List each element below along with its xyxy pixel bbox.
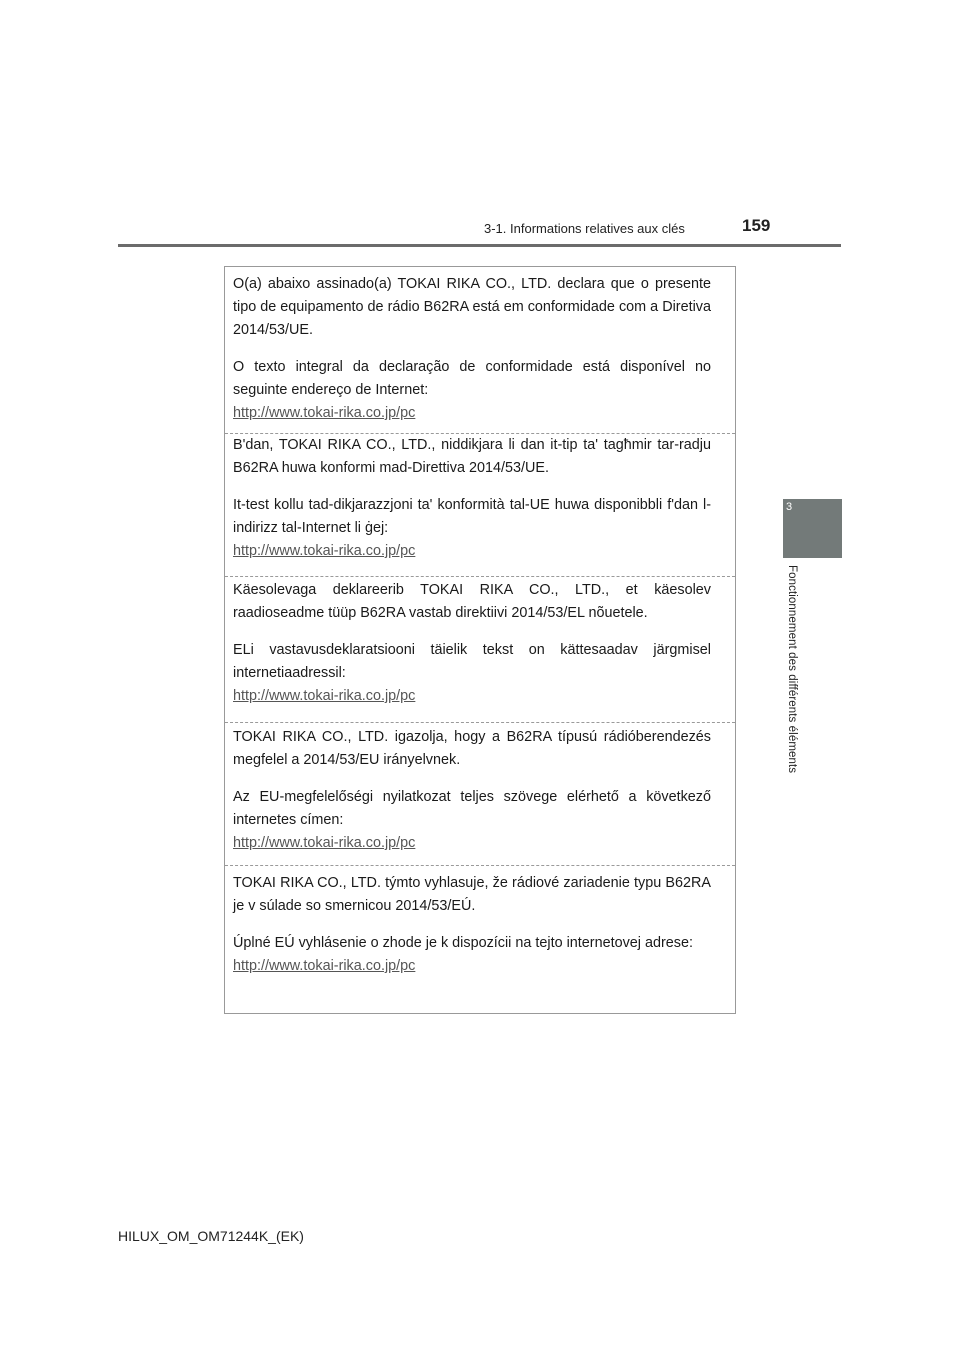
declaration-section-slovak xyxy=(225,872,735,978)
declaration-statement: TOKAI RIKA CO., LTD. týmto vyhlasuje, že rádiové zariadenie typu B62RA je v súlade so smernicou 2014/53/EÚ. xyxy=(233,875,711,914)
section-divider xyxy=(225,865,735,866)
section-title: 3-1. Informations relatives aux clés xyxy=(484,221,685,236)
declaration-availability: It-test kollu tad-dikjarazzjoni ta' konformità tal-UE huwa disponibbli f'dan l-indirizz tal-Internet li ġej: xyxy=(233,497,711,536)
declaration-link[interactable]: http://www.tokai-rika.co.jp/pc xyxy=(233,958,416,974)
declaration-link[interactable]: http://www.tokai-rika.co.jp/pc xyxy=(233,688,416,704)
declaration-statement: TOKAI RIKA CO., LTD. igazolja, hogy a B62RA típusú rádióberendezés megfelel a 2014/53/EU irányelvnek. xyxy=(233,729,711,768)
declaration-availability: ELi vastavusdeklaratsiooni täielik tekst on kättesaadav järgmisel internetiaadressil: xyxy=(233,642,711,681)
declaration-section-portuguese xyxy=(225,273,735,425)
page-number: 159 xyxy=(742,216,771,235)
declaration-availability: Az EU-megfelelőségi nyilatkozat teljes szövege elérhető a következő internetes címen: xyxy=(233,789,711,828)
declaration-box xyxy=(224,266,736,1014)
declaration-link[interactable]: http://www.tokai-rika.co.jp/pc xyxy=(233,405,416,421)
section-divider xyxy=(225,576,735,577)
declaration-availability: O texto integral da declaração de conformidade está disponível no seguinte endereço de Internet: xyxy=(233,359,711,398)
declaration-section-hungarian xyxy=(225,726,735,855)
declaration-statement: O(a) abaixo assinado(a) TOKAI RIKA CO., LTD. declara que o presente tipo de equipamento de rádio B62RA está em conformidade com a Diretiva 2014/53/UE. xyxy=(233,276,711,338)
header-rule xyxy=(118,244,841,247)
declaration-section-estonian xyxy=(225,579,735,708)
declaration-statement: B'dan, TOKAI RIKA CO., LTD., niddikjara li dan it-tip ta' tagħmir tar-radju B62RA huwa konformi mad-Direttiva 2014/53/UE. xyxy=(233,437,711,476)
chapter-number: 3 xyxy=(786,501,793,513)
declaration-statement: Käesolevaga deklareerib TOKAI RIKA CO., LTD., et käesolev raadioseadme tüüp B62RA vastab direktiivi 2014/53/EL nõuetele. xyxy=(233,582,711,621)
declaration-section-maltese xyxy=(225,434,735,563)
declaration-link[interactable]: http://www.tokai-rika.co.jp/pc xyxy=(233,835,416,851)
declaration-availability: Úplné EÚ vyhlásenie o zhode je k dispozícii na tejto internetovej adrese: xyxy=(233,935,693,951)
declaration-link[interactable]: http://www.tokai-rika.co.jp/pc xyxy=(233,543,416,559)
chapter-title: Fonctionnement des différents éléments xyxy=(786,565,798,774)
chapter-tab xyxy=(783,499,842,558)
model-code: HILUX_OM_OM71244K_(EK) xyxy=(118,1228,304,1244)
section-divider xyxy=(225,722,735,723)
